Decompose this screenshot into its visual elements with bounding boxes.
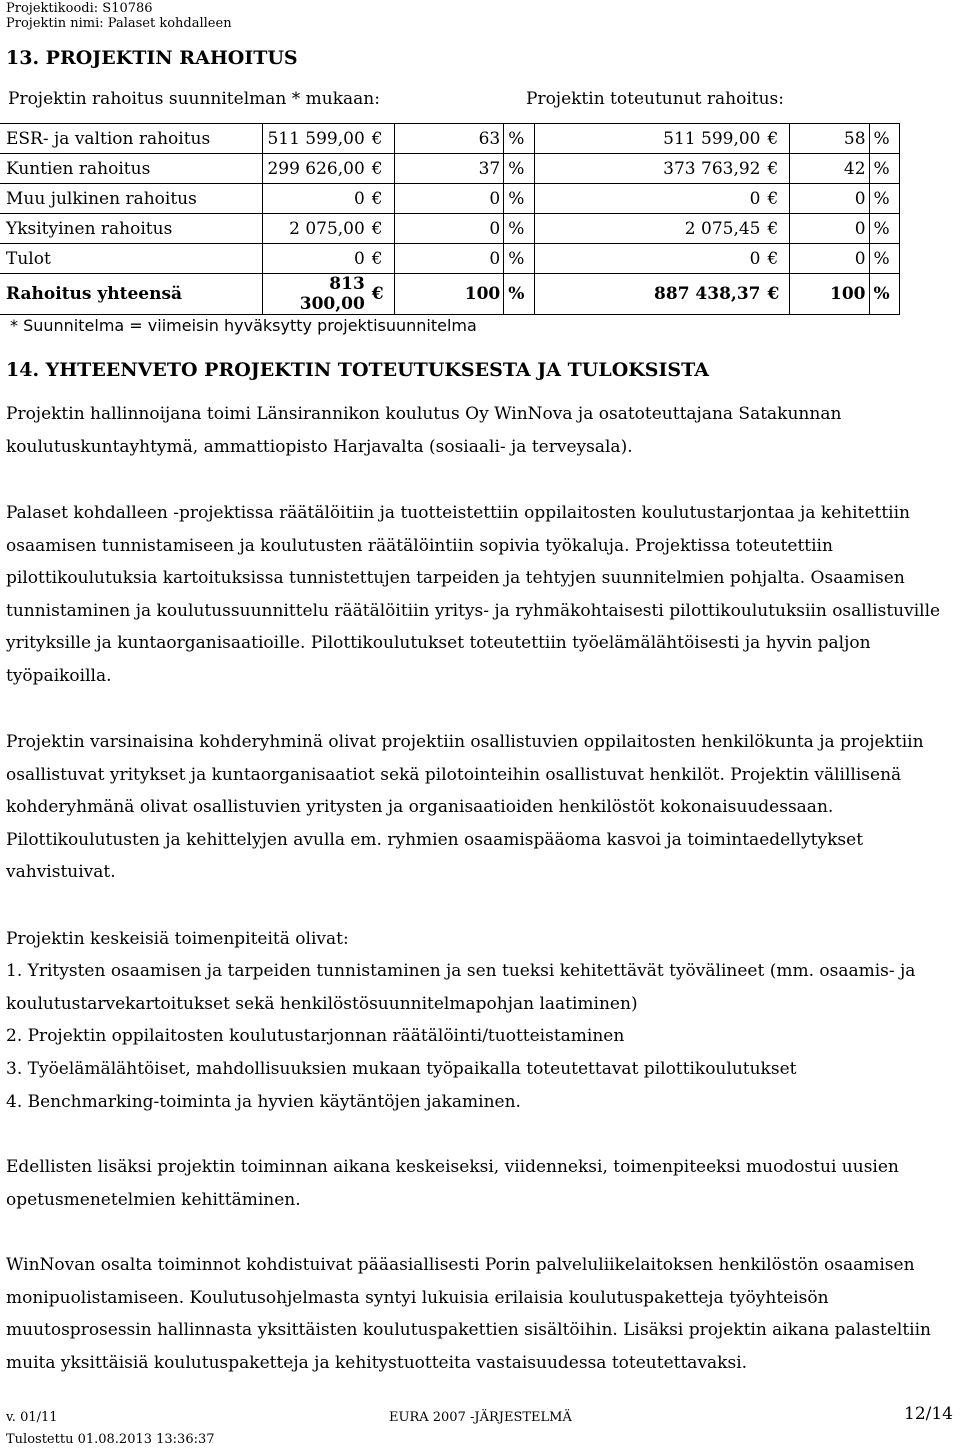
actual-percent: 42 bbox=[790, 154, 869, 184]
planned-amount: 511 599,00 bbox=[262, 124, 368, 154]
euro-symbol: € bbox=[764, 274, 790, 315]
actions-list-item: 1. Yritysten osaamisen ja tarpeiden tunnistaminen ja sen tueksi kehitettävät työvälineet (mm. osaamis- ja koulutustarvekartoitukset sekä henkilöstösuunnitelmapohjan laatiminen) bbox=[6, 961, 916, 1014]
actual-amount: 0 bbox=[534, 244, 763, 274]
planned-amount: 0 bbox=[262, 184, 368, 214]
percent-symbol: % bbox=[869, 124, 899, 154]
footer-system: EURA 2007 -JÄRJESTELMÄ bbox=[389, 1410, 572, 1425]
percent-symbol: % bbox=[504, 244, 534, 274]
project-code: Projektikoodi: S10786 bbox=[6, 1, 153, 16]
euro-symbol: € bbox=[368, 274, 394, 315]
planned-percent: 0 bbox=[394, 214, 504, 244]
summary-paragraph-5: Edellisten lisäksi projektin toiminnan aikana keskeiseksi, viidenneksi, toimenpiteeksi muodostui uusien opetusmenetelmien kehittäminen. bbox=[6, 1157, 899, 1210]
actual-amount: 0 bbox=[534, 184, 763, 214]
funding-row bbox=[0, 124, 900, 154]
percent-symbol: % bbox=[869, 274, 899, 315]
project-name: Projektin nimi: Palaset kohdalleen bbox=[6, 16, 232, 31]
row-label: ESR- ja valtion rahoitus bbox=[0, 124, 262, 154]
actions-list-item: 3. Työelämälähtöiset, mahdollisuuksien mukaan työpaikalla toteutettavat pilottikoulutukset bbox=[6, 1059, 797, 1079]
percent-symbol: % bbox=[504, 214, 534, 244]
row-label: Tulot bbox=[0, 244, 262, 274]
row-label: Rahoitus yhteensä bbox=[0, 274, 262, 315]
planned-funding-label: Projektin rahoitus suunnitelman * mukaan: bbox=[8, 89, 380, 109]
actual-funding-label: Projektin toteutunut rahoitus: bbox=[526, 89, 784, 109]
funding-row bbox=[0, 244, 900, 274]
euro-symbol: € bbox=[368, 244, 394, 274]
summary-paragraph-2: Palaset kohdalleen -projektissa räätälöitiin ja tuotteistettiin oppilaitosten koulutustarjontaa ja kehitettiin osaamisen tunnistamiseen ja koulutusten räätälöintiin sopivia työkaluja. Projektissa toteutettiin pilottikoulutuksia kartoituksissa tunnistettujen tarpeiden ja tehtyjen suunnitelmien pohjalta. Osaamisen tunnistaminen ja koulutussuunnittelu räätälöitiin yritys- ja ryhmäkohtaisesti pilottikoulutuksiin osallistuville yrityksille ja kuntaorganisaatioille. Pilottikoulutukset toteutettiin työelämälähtöisesti ja hyvin paljon työpaikoilla. bbox=[6, 503, 941, 686]
footer-page-number: 12/14 bbox=[904, 1404, 953, 1424]
funding-row bbox=[0, 184, 900, 214]
planned-percent: 63 bbox=[394, 124, 504, 154]
euro-symbol: € bbox=[764, 154, 790, 184]
actual-amount: 373 763,92 bbox=[534, 154, 763, 184]
planned-percent: 0 bbox=[394, 244, 504, 274]
euro-symbol: € bbox=[764, 124, 790, 154]
euro-symbol: € bbox=[764, 214, 790, 244]
percent-symbol: % bbox=[504, 274, 534, 315]
actual-percent: 100 bbox=[790, 274, 869, 315]
actual-percent: 0 bbox=[790, 244, 869, 274]
planned-amount: 2 075,00 bbox=[262, 214, 368, 244]
actual-percent: 0 bbox=[790, 184, 869, 214]
funding-row bbox=[0, 154, 900, 184]
section-13-title: 13. PROJEKTIN RAHOITUS bbox=[6, 47, 298, 69]
euro-symbol: € bbox=[368, 184, 394, 214]
percent-symbol: % bbox=[869, 214, 899, 244]
euro-symbol: € bbox=[368, 124, 394, 154]
actual-percent: 0 bbox=[790, 214, 869, 244]
funding-row bbox=[0, 274, 900, 315]
row-label: Muu julkinen rahoitus bbox=[0, 184, 262, 214]
euro-symbol: € bbox=[764, 244, 790, 274]
percent-symbol: % bbox=[869, 154, 899, 184]
euro-symbol: € bbox=[368, 154, 394, 184]
actions-list-item: 4. Benchmarking-toiminta ja hyvien käytäntöjen jakaminen. bbox=[6, 1092, 521, 1112]
planned-amount: 299 626,00 bbox=[262, 154, 368, 184]
footer-printed: Tulostettu 01.08.2013 13:36:37 bbox=[6, 1432, 215, 1447]
actual-amount: 2 075,45 bbox=[534, 214, 763, 244]
planned-percent: 0 bbox=[394, 184, 504, 214]
planned-amount: 0 bbox=[262, 244, 368, 274]
percent-symbol: % bbox=[504, 184, 534, 214]
planned-percent: 100 bbox=[394, 274, 504, 315]
section-14-title: 14. YHTEENVETO PROJEKTIN TOTEUTUKSESTA JA TULOKSISTA bbox=[6, 359, 709, 381]
footer-version: v. 01/11 bbox=[6, 1410, 58, 1425]
summary-paragraph-3: Projektin varsinaisina kohderyhminä olivat projektiin osallistuvien oppilaitosten henkilökunta ja projektiin osallistuvat yritykset ja kuntaorganisaatiot sekä pilotointeihin osallistuvat henkilöt. Projektin välillisenä kohderyhmänä olivat osallistuvien yritysten ja organisaatioiden henkilöstöt kokonaisuudessaan. Pilottikoulutusten ja kehittelyjen avulla em. ryhmien osaamispääoma kasvoi ja toimintaedellytykset vahvistuivat. bbox=[6, 732, 924, 883]
planned-amount: 813 300,00 bbox=[262, 274, 368, 315]
actual-percent: 58 bbox=[790, 124, 869, 154]
planned-percent: 37 bbox=[394, 154, 504, 184]
percent-symbol: % bbox=[869, 244, 899, 274]
funding-row bbox=[0, 214, 900, 244]
funding-note: * Suunnitelma = viimeisin hyväksytty projektisuunnitelma bbox=[10, 316, 477, 335]
percent-symbol: % bbox=[869, 184, 899, 214]
actual-amount: 511 599,00 bbox=[534, 124, 763, 154]
actions-intro: Projektin keskeisiä toimenpiteitä olivat: bbox=[6, 929, 349, 949]
percent-symbol: % bbox=[504, 124, 534, 154]
row-label: Yksityinen rahoitus bbox=[0, 214, 262, 244]
actual-amount: 887 438,37 bbox=[534, 274, 763, 315]
summary-paragraph-1: Projektin hallinnoijana toimi Länsirannikon koulutus Oy WinNova ja osatoteuttajana Satakunnan koulutuskuntayhtymä, ammattiopisto Harjavalta (sosiaali- ja terveysala). bbox=[6, 404, 842, 457]
summary-paragraph-6: WinNovan osalta toiminnot kohdistuivat pääasiallisesti Porin palveluliikelaitoksen henkilöstön osaamisen monipuolistamiseen. Koulutusohjelmasta syntyi lukuisia erilaisia koulutuspaketteja työyhteisön muutosprosessin hallinnasta yksittäisten koulutuspakettien sisältöihin. Lisäksi projektin aikana palasteltiin muita yksittäisiä koulutuspaketteja ja kehitystuotteita vastaisuudessa toteutettavaksi. bbox=[6, 1255, 931, 1373]
row-label: Kuntien rahoitus bbox=[0, 154, 262, 184]
actions-list-item: 2. Projektin oppilaitosten koulutustarjonnan räätälöinti/tuotteistaminen bbox=[6, 1026, 625, 1046]
euro-symbol: € bbox=[368, 214, 394, 244]
funding-table bbox=[0, 123, 900, 315]
percent-symbol: % bbox=[504, 154, 534, 184]
euro-symbol: € bbox=[764, 184, 790, 214]
